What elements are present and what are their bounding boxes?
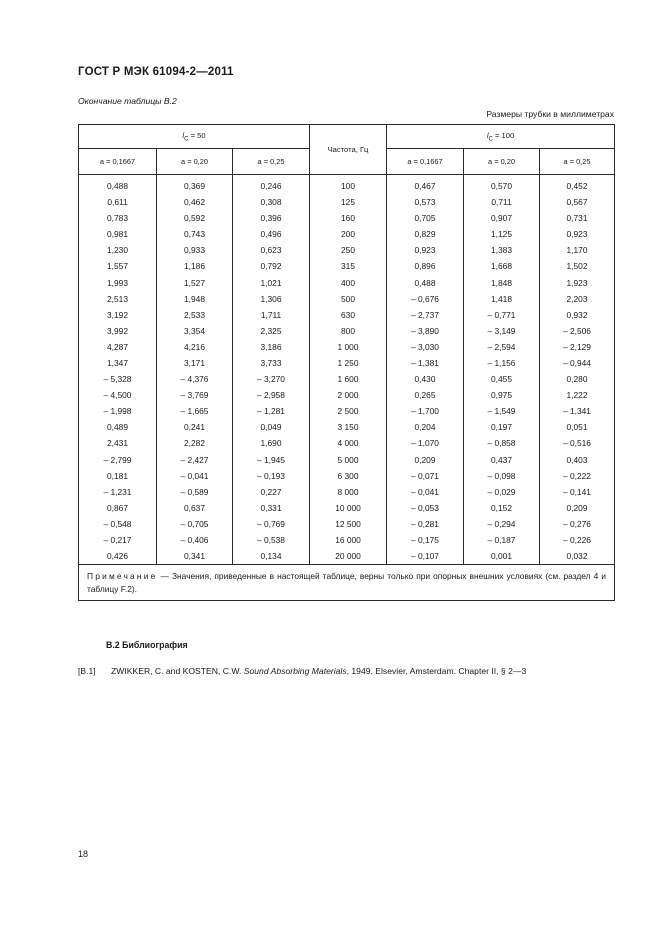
table-cell: – 0,041 bbox=[387, 484, 464, 500]
table-cell: 0,308 bbox=[233, 194, 310, 210]
table-cell: – 1,700 bbox=[387, 403, 464, 419]
table-cell: 0,403 bbox=[540, 452, 615, 468]
table-cell: – 1,549 bbox=[464, 403, 540, 419]
table-cell: 2,203 bbox=[540, 291, 615, 307]
table-cell: – 0,222 bbox=[540, 468, 615, 484]
table-cell: – 2,594 bbox=[464, 339, 540, 355]
table-cell: – 1,945 bbox=[233, 452, 310, 468]
bibliography-entry bbox=[78, 666, 526, 676]
table-cell: – 0,175 bbox=[387, 532, 464, 548]
frequency-cell: 6 300 bbox=[310, 468, 387, 484]
bibliography-rest: , 1949. Elsevier, Amsterdam. Chapter II, § 2—3 bbox=[346, 666, 527, 676]
table-row bbox=[79, 210, 615, 226]
table-caption: Окончание таблицы В.2 bbox=[78, 96, 177, 106]
table-cell: 1,848 bbox=[464, 274, 540, 290]
table-cell: 0,426 bbox=[79, 548, 157, 565]
table-cell: 0,573 bbox=[387, 194, 464, 210]
table-cell: 0,907 bbox=[464, 210, 540, 226]
table-cell: 1,383 bbox=[464, 242, 540, 258]
frequency-cell: 100 bbox=[310, 175, 387, 195]
table-cell: 0,430 bbox=[387, 371, 464, 387]
table-cell: – 0,676 bbox=[387, 291, 464, 307]
table-cell: 0,783 bbox=[79, 210, 157, 226]
table-cell: – 2,737 bbox=[387, 307, 464, 323]
table-cell: – 1,381 bbox=[387, 355, 464, 371]
table-cell: 3,733 bbox=[233, 355, 310, 371]
table-row bbox=[79, 452, 615, 468]
table-cell: – 3,270 bbox=[233, 371, 310, 387]
table-cell: 0,867 bbox=[79, 500, 157, 516]
table-cell: – 1,070 bbox=[387, 435, 464, 451]
table-cell: 2,431 bbox=[79, 435, 157, 451]
table-cell: 0,452 bbox=[540, 175, 615, 195]
table-cell: 2,282 bbox=[157, 435, 233, 451]
table-row bbox=[79, 339, 615, 355]
table-cell: 3,171 bbox=[157, 355, 233, 371]
table-cell: – 0,294 bbox=[464, 516, 540, 532]
table-row bbox=[79, 419, 615, 435]
subheader-right: a = 0,25 bbox=[540, 149, 615, 175]
table-cell: 0,462 bbox=[157, 194, 233, 210]
frequency-cell: 16 000 bbox=[310, 532, 387, 548]
table-cell: 0,489 bbox=[79, 419, 157, 435]
frequency-cell: 125 bbox=[310, 194, 387, 210]
table-row bbox=[79, 258, 615, 274]
table-cell: 2,325 bbox=[233, 323, 310, 339]
table-cell: 0,197 bbox=[464, 419, 540, 435]
table-cell: 1,923 bbox=[540, 274, 615, 290]
header-group-lc100: $l_C = 100$ bbox=[387, 125, 615, 149]
table-cell: – 1,341 bbox=[540, 403, 615, 419]
frequency-cell: 400 bbox=[310, 274, 387, 290]
table-cell: – 0,098 bbox=[464, 468, 540, 484]
table-row bbox=[79, 194, 615, 210]
table-cell: – 0,141 bbox=[540, 484, 615, 500]
table-cell: – 4,376 bbox=[157, 371, 233, 387]
table-cell: 1,502 bbox=[540, 258, 615, 274]
table-cell: – 2,129 bbox=[540, 339, 615, 355]
table-cell: 4,287 bbox=[79, 339, 157, 355]
frequency-cell: 1 250 bbox=[310, 355, 387, 371]
table-cell: 0,623 bbox=[233, 242, 310, 258]
table-cell: 0,592 bbox=[157, 210, 233, 226]
frequency-cell: 315 bbox=[310, 258, 387, 274]
table-cell: – 0,858 bbox=[464, 435, 540, 451]
note-label: Примечание bbox=[87, 571, 158, 582]
table-cell: – 0,226 bbox=[540, 532, 615, 548]
table-cell: 0,743 bbox=[157, 226, 233, 242]
frequency-cell: 1 000 bbox=[310, 339, 387, 355]
table-cell: 0,933 bbox=[157, 242, 233, 258]
document-header-title: ГОСТ Р МЭК 61094-2—2011 bbox=[78, 66, 234, 78]
table-cell: – 4,500 bbox=[79, 387, 157, 403]
table-cell: – 3,769 bbox=[157, 387, 233, 403]
table-cell: 1,993 bbox=[79, 274, 157, 290]
table-cell: 0,209 bbox=[387, 452, 464, 468]
table-cell: – 0,029 bbox=[464, 484, 540, 500]
table-row bbox=[79, 468, 615, 484]
frequency-cell: 500 bbox=[310, 291, 387, 307]
table-cell: 0,923 bbox=[540, 226, 615, 242]
table-row bbox=[79, 500, 615, 516]
table-row bbox=[79, 291, 615, 307]
table-cell: 0,246 bbox=[233, 175, 310, 195]
table-cell: – 1,665 bbox=[157, 403, 233, 419]
table-cell: – 1,231 bbox=[79, 484, 157, 500]
bibliography-heading: В.2 Библиография bbox=[106, 640, 188, 650]
table-cell: 0,829 bbox=[387, 226, 464, 242]
bibliography-ref: [В.1] bbox=[78, 666, 96, 676]
table-row bbox=[79, 548, 615, 565]
table-cell: 0,049 bbox=[233, 419, 310, 435]
table-cell: – 0,548 bbox=[79, 516, 157, 532]
table-cell: – 0,406 bbox=[157, 532, 233, 548]
table-cell: 1,230 bbox=[79, 242, 157, 258]
bibliography-title: Sound Absorbing Materials bbox=[243, 666, 347, 676]
table-cell: 0,932 bbox=[540, 307, 615, 323]
table-row bbox=[79, 516, 615, 532]
table-cell: 1,948 bbox=[157, 291, 233, 307]
table-cell: 1,170 bbox=[540, 242, 615, 258]
table-cell: – 5,328 bbox=[79, 371, 157, 387]
table-cell: – 0,281 bbox=[387, 516, 464, 532]
table-cell: – 2,958 bbox=[233, 387, 310, 403]
frequency-cell: 800 bbox=[310, 323, 387, 339]
subheader-left: a = 0,25 bbox=[233, 149, 310, 175]
table-row bbox=[79, 323, 615, 339]
table-cell: 1,125 bbox=[464, 226, 540, 242]
table-cell: – 0,771 bbox=[464, 307, 540, 323]
units-note: Размеры трубки в миллиметрах bbox=[486, 109, 614, 119]
table-cell: – 0,589 bbox=[157, 484, 233, 500]
table-cell: 0,570 bbox=[464, 175, 540, 195]
frequency-cell: 20 000 bbox=[310, 548, 387, 565]
table-cell: 0,280 bbox=[540, 371, 615, 387]
table-cell: – 2,799 bbox=[79, 452, 157, 468]
frequency-cell: 10 000 bbox=[310, 500, 387, 516]
table-cell: 1,527 bbox=[157, 274, 233, 290]
table-cell: – 0,538 bbox=[233, 532, 310, 548]
table-note bbox=[79, 565, 615, 601]
table-row bbox=[79, 226, 615, 242]
frequency-cell: 630 bbox=[310, 307, 387, 323]
table-cell: – 0,769 bbox=[233, 516, 310, 532]
frequency-cell: 200 bbox=[310, 226, 387, 242]
table-cell: 3,186 bbox=[233, 339, 310, 355]
table-row bbox=[79, 307, 615, 323]
table-cell: 1,222 bbox=[540, 387, 615, 403]
table-row bbox=[79, 371, 615, 387]
table-cell: 0,051 bbox=[540, 419, 615, 435]
table-cell: – 1,281 bbox=[233, 403, 310, 419]
table-cell: 0,209 bbox=[540, 500, 615, 516]
table-cell: – 0,705 bbox=[157, 516, 233, 532]
table-cell: – 3,030 bbox=[387, 339, 464, 355]
table-cell: – 0,041 bbox=[157, 468, 233, 484]
table-cell: 0,705 bbox=[387, 210, 464, 226]
table-cell: – 0,217 bbox=[79, 532, 157, 548]
table-cell: 1,711 bbox=[233, 307, 310, 323]
header-group-lc50: $l_C = 50$ bbox=[79, 125, 310, 149]
table-cell: 0,152 bbox=[464, 500, 540, 516]
table-row bbox=[79, 274, 615, 290]
table-cell: 0,204 bbox=[387, 419, 464, 435]
table-cell: 0,981 bbox=[79, 226, 157, 242]
frequency-cell: 3 150 bbox=[310, 419, 387, 435]
table-cell: – 2,427 bbox=[157, 452, 233, 468]
table-cell: 0,923 bbox=[387, 242, 464, 258]
table-cell: 3,192 bbox=[79, 307, 157, 323]
table-cell: 0,611 bbox=[79, 194, 157, 210]
table-cell: 0,731 bbox=[540, 210, 615, 226]
table-cell: 0,711 bbox=[464, 194, 540, 210]
table-cell: – 1,156 bbox=[464, 355, 540, 371]
table-cell: 1,306 bbox=[233, 291, 310, 307]
table-cell: 0,896 bbox=[387, 258, 464, 274]
table-row bbox=[79, 175, 615, 195]
table-cell: 0,396 bbox=[233, 210, 310, 226]
table-cell: 0,975 bbox=[464, 387, 540, 403]
table-row bbox=[79, 403, 615, 419]
table-cell: – 0,107 bbox=[387, 548, 464, 565]
frequency-cell: 2 500 bbox=[310, 403, 387, 419]
table-cell: 0,467 bbox=[387, 175, 464, 195]
table-cell: 0,437 bbox=[464, 452, 540, 468]
table-cell: – 0,053 bbox=[387, 500, 464, 516]
note-text: — Значения, приведенные в настоящей таблице, верны только при опорных внешних условиях (см. раздел 4 и таблицу F.2). bbox=[87, 571, 606, 594]
frequency-cell: 250 bbox=[310, 242, 387, 258]
table-cell: 1,690 bbox=[233, 435, 310, 451]
table-cell: 1,347 bbox=[79, 355, 157, 371]
table-cell: 0,567 bbox=[540, 194, 615, 210]
frequency-cell: 2 000 bbox=[310, 387, 387, 403]
table-cell: 0,341 bbox=[157, 548, 233, 565]
table-cell: 0,001 bbox=[464, 548, 540, 565]
frequency-cell: 8 000 bbox=[310, 484, 387, 500]
table-cell: – 0,193 bbox=[233, 468, 310, 484]
table-cell: 1,668 bbox=[464, 258, 540, 274]
header-frequency: Частота, Гц bbox=[310, 125, 387, 175]
table-cell: – 0,516 bbox=[540, 435, 615, 451]
table-cell: 3,354 bbox=[157, 323, 233, 339]
table-cell: 0,488 bbox=[387, 274, 464, 290]
bibliography-authors: ZWIKKER, C. and KOSTEN, C.W. bbox=[111, 666, 244, 676]
table-row bbox=[79, 532, 615, 548]
frequency-cell: 4 000 bbox=[310, 435, 387, 451]
subheader-right: a = 0,1667 bbox=[387, 149, 464, 175]
table-cell: – 0,276 bbox=[540, 516, 615, 532]
table-cell: 2,513 bbox=[79, 291, 157, 307]
table-cell: 0,331 bbox=[233, 500, 310, 516]
table-row bbox=[79, 355, 615, 371]
table-cell: 0,241 bbox=[157, 419, 233, 435]
frequency-cell: 1 600 bbox=[310, 371, 387, 387]
table-cell: – 3,890 bbox=[387, 323, 464, 339]
table-cell: 1,186 bbox=[157, 258, 233, 274]
table-cell: 0,637 bbox=[157, 500, 233, 516]
frequency-cell: 12 500 bbox=[310, 516, 387, 532]
subheader-left: a = 0,20 bbox=[157, 149, 233, 175]
subheader-left: a = 0,1667 bbox=[79, 149, 157, 175]
table-cell: – 0,944 bbox=[540, 355, 615, 371]
table-row bbox=[79, 435, 615, 451]
table-cell: 0,488 bbox=[79, 175, 157, 195]
table-cell: 0,265 bbox=[387, 387, 464, 403]
table-body bbox=[79, 175, 615, 565]
table-row bbox=[79, 387, 615, 403]
table-cell: 1,418 bbox=[464, 291, 540, 307]
table-cell: – 3,149 bbox=[464, 323, 540, 339]
table-cell: 2,533 bbox=[157, 307, 233, 323]
frequency-cell: 5 000 bbox=[310, 452, 387, 468]
table-cell: 0,227 bbox=[233, 484, 310, 500]
table-cell: – 1,998 bbox=[79, 403, 157, 419]
table-cell: 0,181 bbox=[79, 468, 157, 484]
frequency-cell: 160 bbox=[310, 210, 387, 226]
table-cell: 3,992 bbox=[79, 323, 157, 339]
table-cell: 1,557 bbox=[79, 258, 157, 274]
subheader-right: a = 0,20 bbox=[464, 149, 540, 175]
table-cell: – 0,071 bbox=[387, 468, 464, 484]
table-cell: 0,134 bbox=[233, 548, 310, 565]
table-cell: 0,032 bbox=[540, 548, 615, 565]
table-cell: 0,455 bbox=[464, 371, 540, 387]
table-cell: 0,792 bbox=[233, 258, 310, 274]
table-cell: – 2,506 bbox=[540, 323, 615, 339]
table-cell: 1,021 bbox=[233, 274, 310, 290]
page-number: 18 bbox=[78, 849, 89, 859]
table-cell: 0,369 bbox=[157, 175, 233, 195]
table-row bbox=[79, 484, 615, 500]
table-cell: 0,496 bbox=[233, 226, 310, 242]
data-table bbox=[78, 124, 615, 601]
table-cell: – 0,187 bbox=[464, 532, 540, 548]
table-row bbox=[79, 242, 615, 258]
table-cell: 4,216 bbox=[157, 339, 233, 355]
